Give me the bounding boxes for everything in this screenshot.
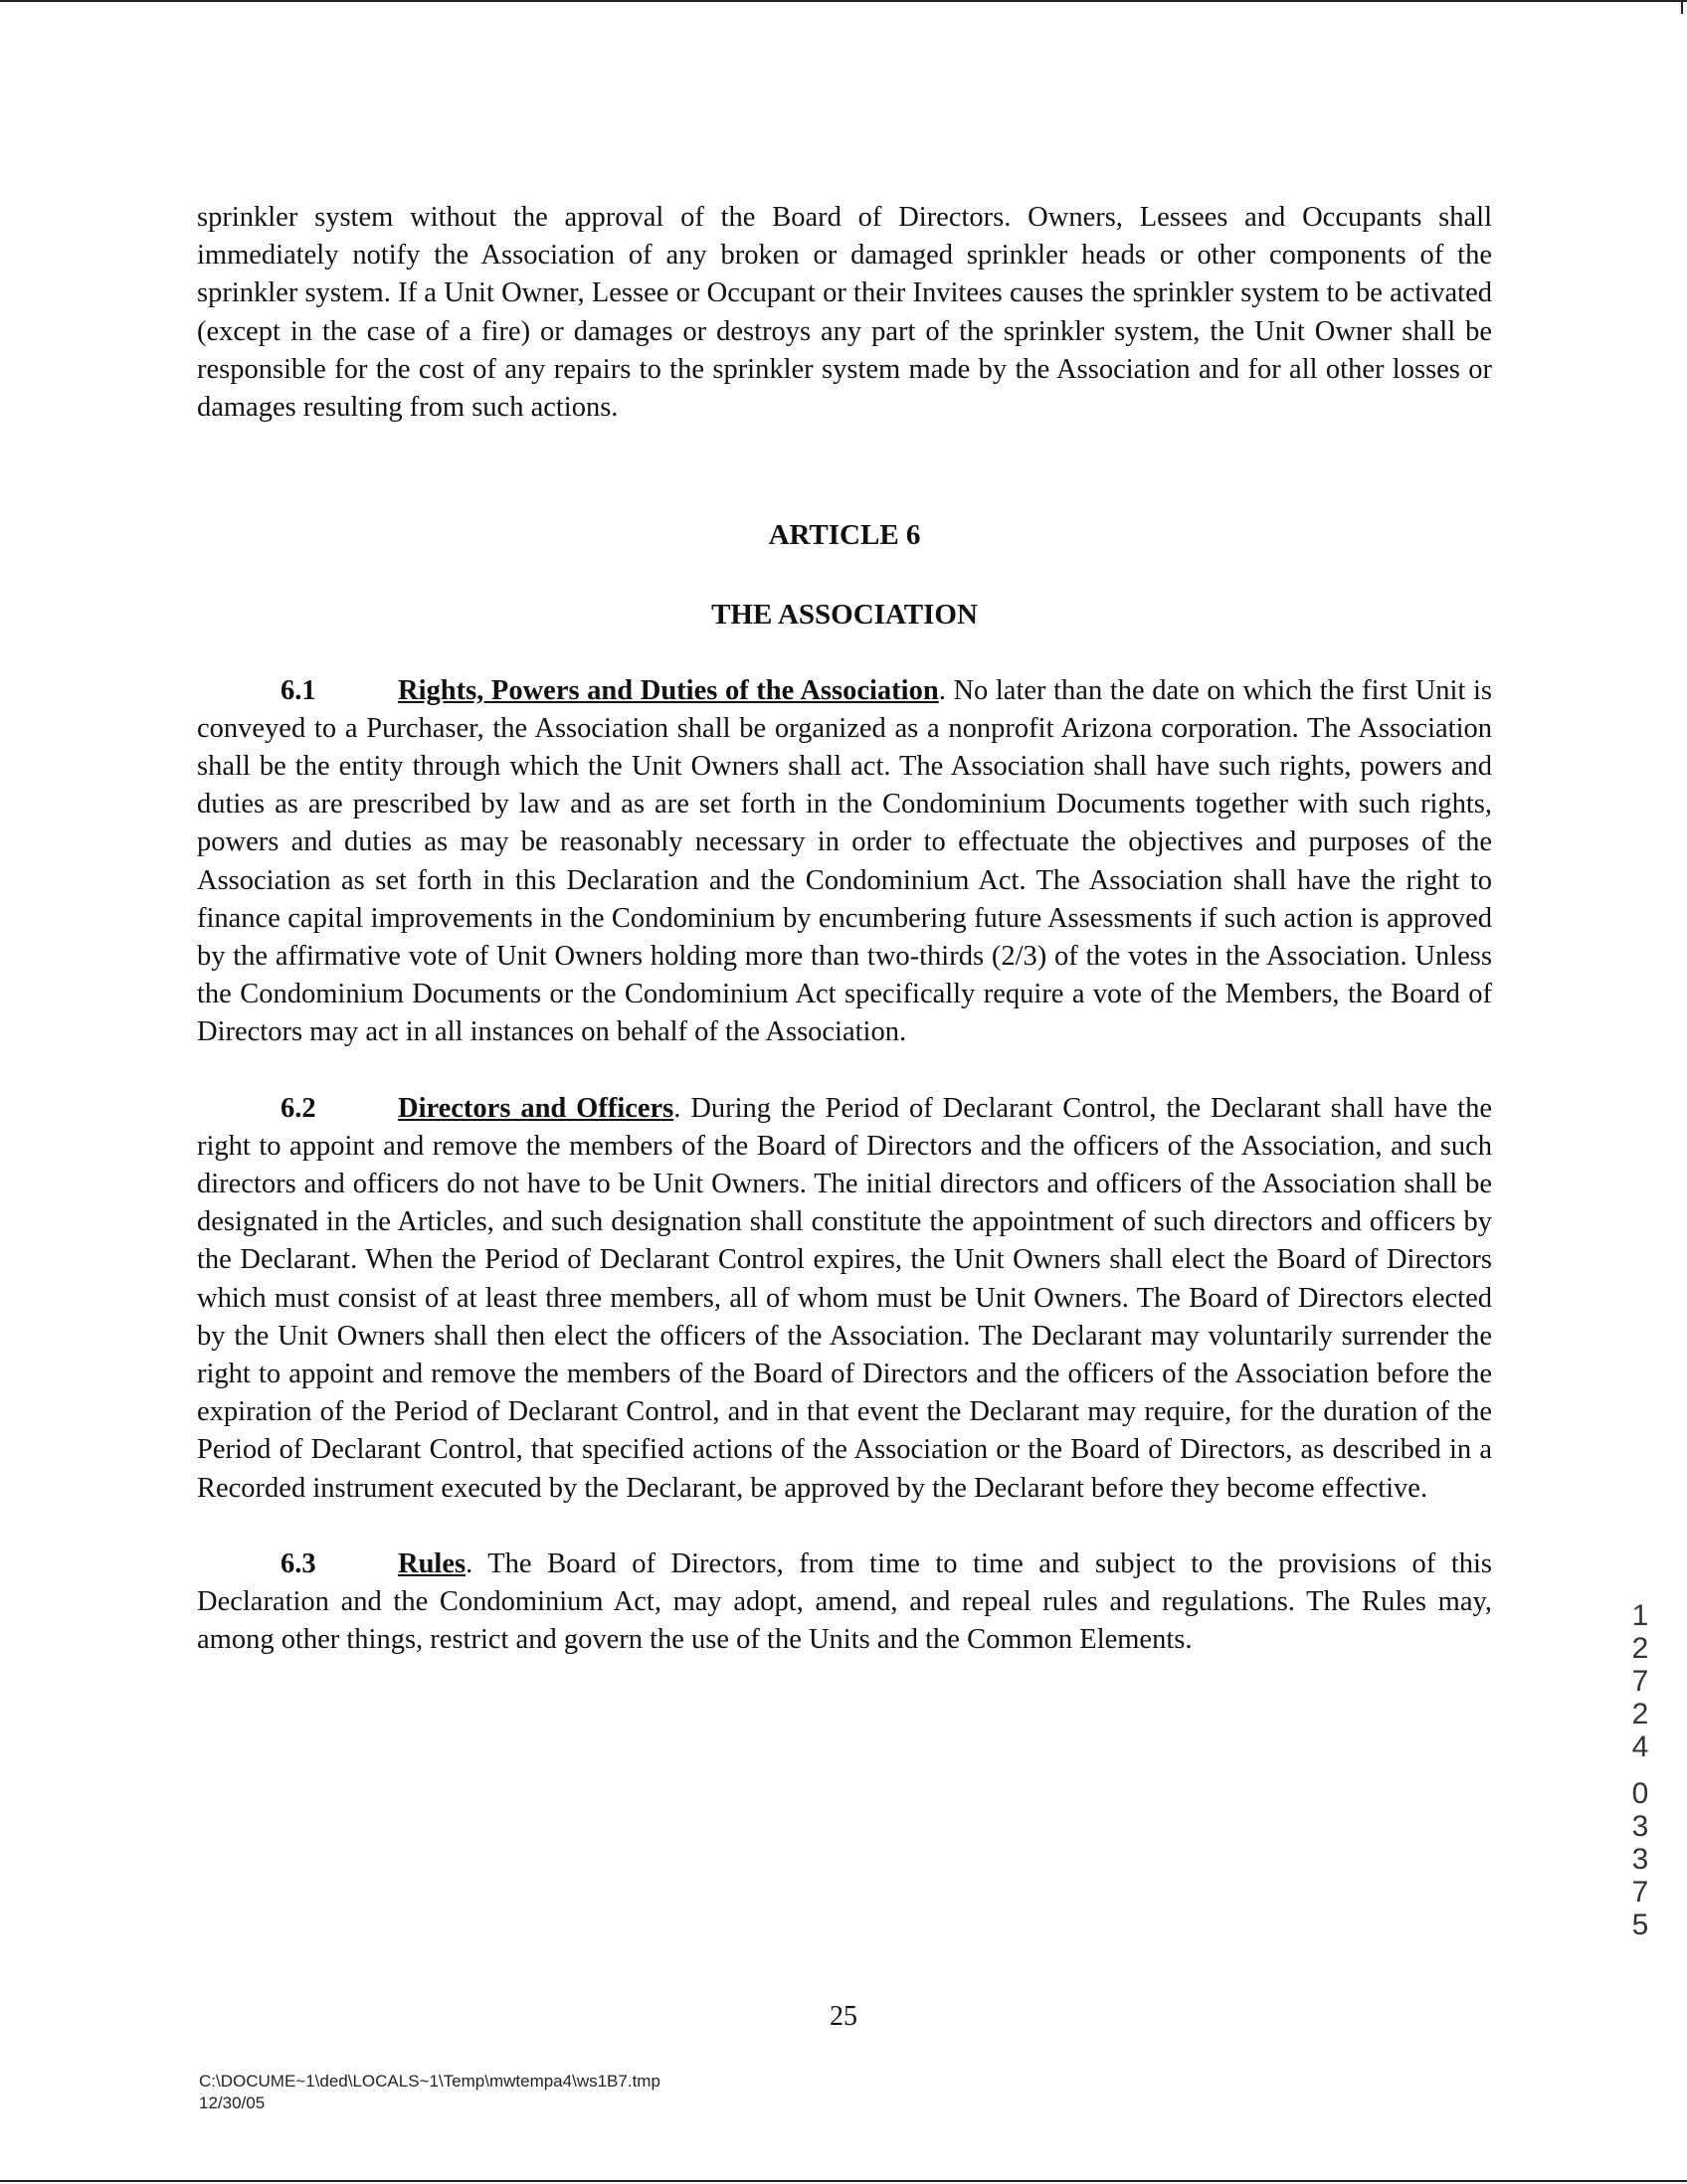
section-6-2: 6.2 Directors and Officers. During the Period of Declarant Control, the Declarant shall have the right to appoint and remove the members of the Board of Directors and the officers of the Association, and such directors and officers do not have to be Unit Owners. The initial directors and officers of the Association shall be designated in the Articles, and such designation shall constitute the appointment of such directors and officers by the Declarant. When the Period of Declarant Control expires, the Unit Owners shall elect the Board of Directors which must consist of at least three members, all of whom must be Unit Owners. The Board of Directors elected by the Unit Owners shall then elect the officers of the Association. The Declarant may voluntarily surrender the right to appoint and remove the members of the Board of Directors and the officers of the Association before the expiration of the Period of Declarant Control, and in that event the Declarant may require, for the duration of the Period of Declarant Control, that specified actions of the Association or the Board of Directors, as described in a Recorded instrument executed by the Declarant, be approved by the Declarant before they become effective. [197, 1090, 1492, 1508]
section-number: 6.2 [281, 1092, 316, 1124]
section-6-3: 6.3 Rules. The Board of Directors, from time to time and subject to the provisions of this Declaration and the Condominium Act, may adopt, amend, and repeal rules and regulations. The Rules may, among other things, restrict and govern the use of the Units and the Common Elements. [197, 1546, 1492, 1660]
stamp-digit: 7 [1631, 1665, 1649, 1698]
document-body [197, 199, 1492, 1660]
stamp-digit: 3 [1631, 1843, 1649, 1876]
section-body: The Board of Directors, from time to time and subject to the provisions of this Declaration and the Condominium Act, may adopt, amend, and repeal rules and regulations. The Rules may, among other things, restrict and govern the use of the Units and the Common Elements. [197, 1547, 1492, 1656]
stamp-digit: 4 [1631, 1730, 1649, 1763]
section-title: Rules [398, 1547, 467, 1579]
stamp-digit: 0 [1631, 1777, 1649, 1810]
stamp-digit: 5 [1631, 1909, 1649, 1941]
article-title: THE ASSOCIATION [711, 599, 978, 632]
stamp-digit: 2 [1631, 1632, 1649, 1665]
article-heading: ARTICLE 6 [768, 519, 921, 552]
stamp-digit: 3 [1631, 1810, 1649, 1843]
stamp-digit: 7 [1631, 1876, 1649, 1909]
section-body: During the Period of Declarant Control, the Declarant shall have the right to appoint and remove the members of the Board of Directors and the officers of the Association, and such directors and officers do not have to be Unit Owners. The initial directors and officers of the Association shall be designated in the Articles, and such designation shall constitute the appointment of such directors and officers by the Declarant. When the Period of Declarant Control expires, the Unit Owners shall elect the Board of Directors which must consist of at least three members, all of whom must be Unit Owners. The Board of Directors elected by the Unit Owners shall then elect the officers of the Association. The Declarant may voluntarily surrender the right to appoint and remove the members of the Board of Directors and the officers of the Association before the expiration of the Period of Declarant Control, and in that event the Declarant may require, for the duration of the Period of Declarant Control, that specified actions of the Association or the Board of Directors, as described in a Recorded instrument executed by the Declarant, be approved by the Declarant before they become effective. [197, 1092, 1492, 1504]
intro-paragraph: sprinkler system without the approval of the Board of Directors. Owners, Lessees and Occupants shall immediately notify the Association of any broken or damaged sprinkler heads or other components of the sprinkler system. If a Unit Owner, Lessee or Occupant or their Invitees causes the sprinkler system to be activated (except in the case of a fire) or damages or destroys any part of the sprinkler system, the Unit Owner shall be responsible for the cost of any repairs to the sprinkler system made by the Association and for all other losses or damages resulting from such actions. [197, 202, 1492, 424]
footer-file-path: C:\DOCUME~1\ded\LOCALS~1\Temp\mwtempa4\ws1B7.tmp [199, 2072, 660, 2091]
section-6-1: 6.1 Rights, Powers and Duties of the Association. No later than the date on which the first Unit is conveyed to a Purchaser, the Association shall be organized as a nonprofit Arizona corporation. The Association shall be the entity through which the Unit Owners shall act. The Association shall have such rights, powers and duties as are prescribed by law and as are set forth in the Condominium Documents together with such rights, powers and duties as may be reasonably necessary in order to effectuate the objectives and purposes of the Association as set forth in this Declaration and the Condominium Act. The Association shall have the right to finance capital improvements in the Condominium by encumbering future Assessments if such action is approved by the affirmative vote of Unit Owners holding more than two-thirds (2/3) of the votes in the Association. Unless the Condominium Documents or the Condominium Act specifically require a vote of the Members, the Board of Directors may act in all instances on behalf of the Association. [197, 672, 1492, 1052]
scan-top-right-edge [1681, 0, 1683, 14]
footer [199, 2071, 660, 2114]
stamp-digit: 2 [1631, 1698, 1649, 1730]
stamp-digit: 1 [1631, 1599, 1649, 1632]
page-number: 25 [830, 2001, 857, 2032]
footer-date: 12/30/05 [199, 2093, 266, 2112]
scan-top-border [0, 0, 1687, 2]
recording-number-stamp [1625, 1599, 1655, 1941]
section-title: Rights, Powers and Duties of the Association [398, 674, 939, 706]
section-number: 6.1 [281, 674, 316, 706]
section-title: Directors and Officers [398, 1092, 674, 1124]
section-number: 6.3 [281, 1547, 316, 1579]
section-body: No later than the date on which the first Unit is conveyed to a Purchaser, the Association shall be organized as a nonprofit Arizona corporation. The Association shall be the entity through which the Unit Owners shall act. The Association shall have such rights, powers and duties as are prescribed by law and as are set forth in the Condominium Documents together with such rights, powers and duties as may be reasonably necessary in order to effectuate the objectives and purposes of the Association as set forth in this Declaration and the Condominium Act. The Association shall have the right to finance capital improvements in the Condominium by encumbering future Assessments if such action is approved by the affirmative vote of Unit Owners holding more than two-thirds (2/3) of the votes in the Association. Unless the Condominium Documents or the Condominium Act specifically require a vote of the Members, the Board of Directors may act in all instances on behalf of the Association. [197, 674, 1492, 1048]
scan-bottom-border [0, 2180, 1687, 2182]
